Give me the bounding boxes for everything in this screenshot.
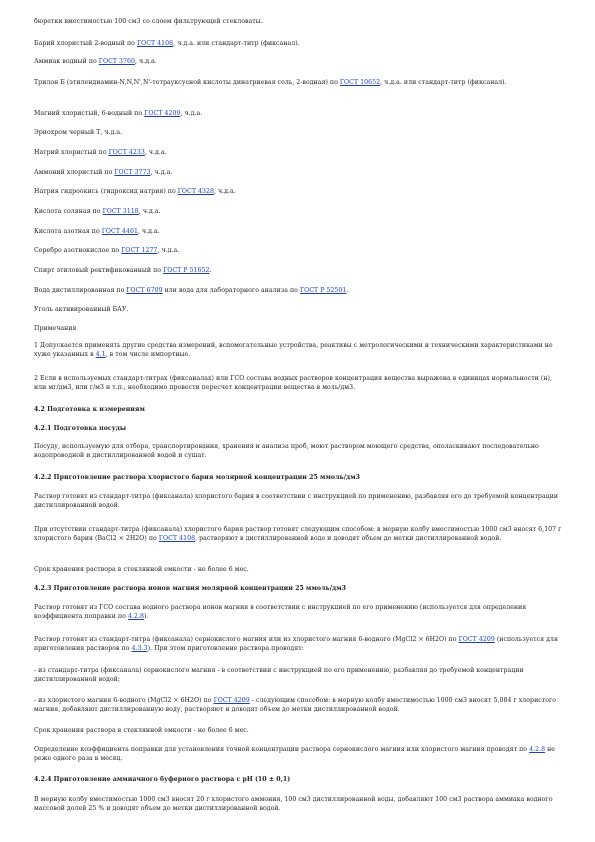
reagent-magnesium: Магний хлористый, 6-водный по ГОСТ 4209, ч.д.а. — [34, 110, 203, 117]
mg-dash-item-1: - из стандарт-титра (фиксанала) сернокислого магния - в соответствии с инструкцией по его применению, разбавляя до требуемой концентрации дистиллированной водой; — [34, 667, 524, 683]
gost-link[interactable]: ГОСТ 4209 — [213, 697, 250, 704]
buffer-paragraph: В мерную колбу вместимостью 1000 см3 вносят 20 г хлористого аммония, 100 см3 дистиллированной воды, добавляют 100 см3 раствора аммиака водного массовой долей 25 % и доводят объем до метки дистиллированной водой. — [34, 796, 553, 812]
section-heading-4-2-1: 4.2.1 Подготовка посуды — [34, 425, 127, 432]
reagent-naoh: Натрия гидроокись (гидроксид натрия) по ГОСТ 4328, ч.д.а. — [34, 188, 236, 195]
section-link[interactable]: 4.2.8 — [529, 746, 546, 753]
reagent-silver: Серебро азотнокислое по ГОСТ 1277, ч.д.а. — [34, 247, 180, 254]
gost-link[interactable]: ГОСТ Р 52501 — [299, 287, 347, 294]
reagent-hcl: Кислота соляная по ГОСТ 3118, ч.д.а. — [34, 208, 161, 215]
storage-note-1: Срок хранения раствора в стеклянной емкости - не более 6 мес. — [34, 566, 249, 573]
gost-link[interactable]: ГОСТ 4209 — [144, 110, 181, 117]
storage-note-2: Срок хранения раствора в стеклянной емкости - не более 6 мес. — [34, 727, 249, 734]
reagent-hno3: Кислота азотная по ГОСТ 4461, ч.д.а. — [34, 228, 160, 235]
gost-link[interactable]: ГОСТ 3118 — [102, 208, 139, 215]
gost-link[interactable]: ГОСТ 4461 — [101, 228, 138, 235]
gost-link[interactable]: ГОСТ 10652 — [339, 79, 381, 86]
section-heading-4-2-4: 4.2.4 Приготовление аммиачного буферного раствора с pH (10 ± 0,1) — [34, 776, 291, 783]
section-link[interactable]: 4.1 — [95, 350, 106, 358]
section-link[interactable]: 4.2.8 — [127, 612, 144, 620]
dishes-paragraph: Посуду, используемую для отбора, транспортирования, хранения и анализа проб, моют раствором моющего средства, ополаскивают последовательно водопроводной и дистиллированной водой и сушат. — [34, 443, 539, 459]
reagent-barium: Барий хлористый 2-водный по ГОСТ 4108, ч.д.а. или стандарт-титр (фиксанал). — [34, 40, 300, 47]
gost-link[interactable]: ГОСТ Р 51652 — [163, 267, 210, 274]
section-link[interactable]: 4.3.3 — [131, 644, 148, 652]
reagent-eriochrome: Эриохром черный Т, ч.д.а. — [34, 129, 123, 136]
gost-link[interactable]: ГОСТ 4209 — [458, 636, 495, 643]
section-heading-4-2-2: 4.2.2 Приготовление раствора хлористого бария молярной концентрации 25 ммоль/дм3 — [34, 474, 361, 481]
burette-text: бюретки вместимостью 100 см3 со слоем фильтрующей стекловаты. — [34, 18, 263, 25]
reagent-sodium-chloride: Натрий хлористый по ГОСТ 4233, ч.д.а. — [34, 149, 167, 156]
gost-link[interactable]: ГОСТ 3773 — [114, 169, 151, 176]
mg-gso-paragraph: Раствор готовят из ГСО состава водного раствора ионов магния в соответствии с инструкцией по его применению (используется для определения коэффициента поправки по 4.2.8). — [34, 604, 527, 620]
coefficient-paragraph: Определение коэффициента поправки для установления точной концентрации раствора сернокислого магния или хлористого магния проводят по 4.2.8 не реже одного раза в месяц. — [34, 746, 555, 762]
reagent-ethanol: Спирт этиловый ректификованный по ГОСТ Р 51652. — [34, 267, 212, 274]
section-heading-4-2-3: 4.2.3 Приготовление раствора ионов магния молярной концентрации 25 ммоль/дм3 — [34, 585, 346, 592]
gost-link[interactable]: ГОСТ 3760 — [98, 58, 135, 65]
barium-alt-paragraph: При отсутствии стандарт-титра (фиксанала) хлористого бария раствор готовят следующим способом: в мерную колбу вместимостью 1000 см3 вносят 6,107 г хлористого бария (BaCl2 × 2H2O) по ГОСТ 4108, растворяют в дистиллированной воде и доводят объем до метки дистиллированной водой. — [34, 526, 562, 542]
reagent-carbon: Уголь активированный БАУ. — [34, 306, 129, 313]
reagent-trilon: Трилон Б (этилендиамин-N,N,N',N'-тетрауксусной кислоты динатриевая соль, 2-водная) по ГОСТ 10652, ч.д.а. или стандарт-титр (фиксанал). — [34, 79, 507, 86]
gost-link[interactable]: ГОСТ 4108 — [136, 40, 174, 47]
gost-link[interactable]: ГОСТ 1277 — [121, 247, 158, 254]
gost-link[interactable]: ГОСТ 4328 — [177, 188, 214, 195]
reagent-water: Вода дистиллированная по ГОСТ 6709 или вода для лабораторного анализа по ГОСТ Р 52501. — [34, 287, 349, 294]
barium-prep-paragraph: Раствор готовят из стандарт-титра (фиксанала) хлористого бария в соответствии с инструкцией по применению, разбавляя его до требуемой концентрации дистиллированной водой. — [34, 493, 559, 509]
mg-std-paragraph: Раствор готовят из стандарт-титра (фиксанала) сернокислого магния или из хлористого магния 6-водного (MgCl2 × 6H2O) по ГОСТ 4209 (используется для приготовления растворов по 4.3.3). При этом приготовление раствора проводят: — [34, 636, 558, 652]
section-heading-4-2: 4.2 Подготовка к измерениям — [34, 406, 145, 413]
mg-dash-item-2: - из хлористого магния 6-водного (MgCl2 × 6H2O) по ГОСТ 4209 - следующим способом: в мерную колбу вместимостью 1000 см3 вносят 5,084 г хлористого магния, добавляют дистиллированную воду, растворяют и доводят объем до метки дистиллированной водой. — [34, 697, 557, 713]
notes-heading: Примечания — [34, 325, 77, 332]
gost-link[interactable]: ГОСТ 6709 — [126, 287, 163, 294]
gost-link[interactable]: ГОСТ 4108 — [158, 534, 196, 542]
reagent-ammonium: Аммоний хлористый по ГОСТ 3773, ч.д.а. — [34, 169, 173, 176]
note-1: 1 Допускается применять другие средства измерений, вспомогательные устройства, реактивы с метрологическими и техническими характеристиками не хуже указанных в 4.1, в том числе импортные. — [34, 342, 553, 358]
note-2: 2 Если в используемых стандарт-титрах (фиксаналах) или ГСО состава водных растворов концентрация вещества выражена в единицах нормальности (н), или мг/дм3, или г/м3 и т.п., необходимо провести пересчет концентрации вещества в моль/дм3. — [34, 375, 552, 391]
reagent-ammonia: Аммиак водный по ГОСТ 3760, ч.д.а. — [34, 58, 157, 65]
gost-link[interactable]: ГОСТ 4233 — [108, 149, 145, 156]
